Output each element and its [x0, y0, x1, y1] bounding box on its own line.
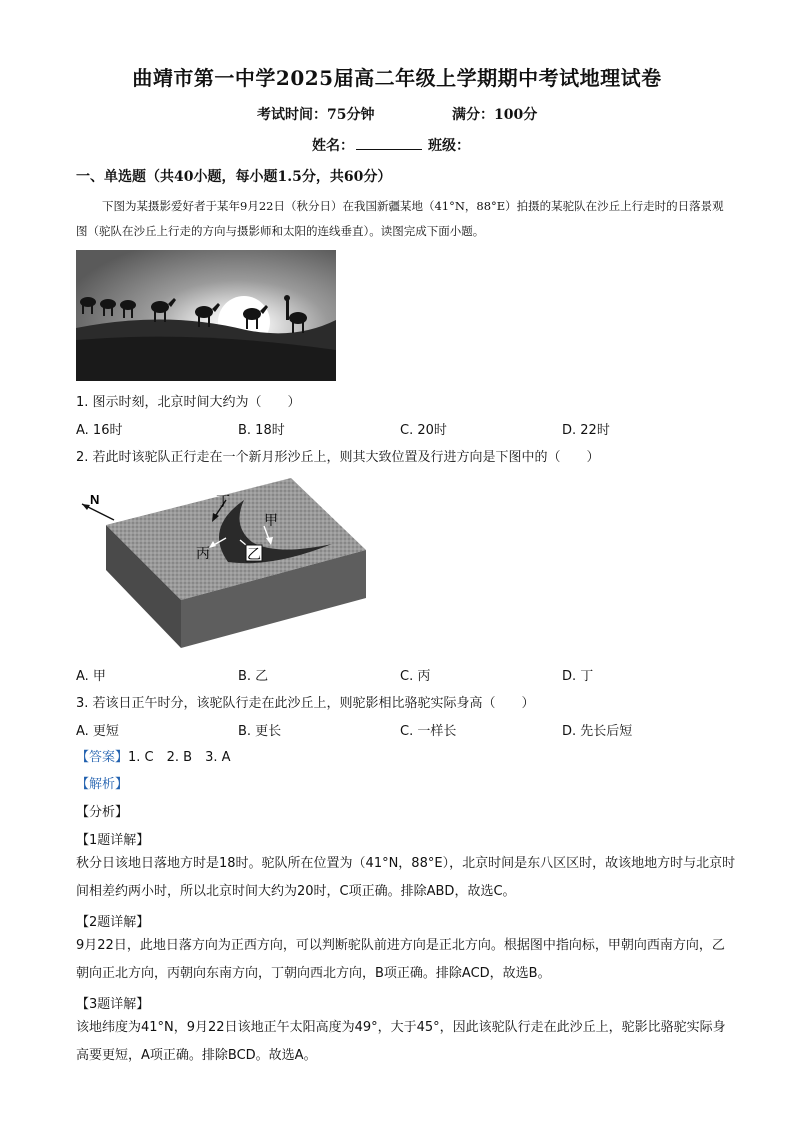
exam-title: 曲靖市第一中学2025届高二年级上学期期中考试地理试卷 [132, 66, 662, 90]
question-3-option-b[interactable]: B. 更长 [238, 724, 282, 739]
label-yi: 乙 [247, 547, 261, 563]
question-2-option-c[interactable]: C. 丙 [400, 669, 431, 684]
detail-1-text: 秋分日该地日落地方时是18时。驼队所在位置为（41°N，88°E），北京时间是东八区区时，故该地地方时与北京时间相差约两小时，所以北京时间大约为20时，C项正确。排除ABD，故选C。 [76, 856, 736, 899]
question-3-option-a[interactable]: A. 更短 [76, 724, 119, 739]
detail-2-text: 9月22日，此地日落方向为正西方向，可以判断驼队前进方向是正北方向。根据图中指向标，甲朝向西南方向，乙朝向正北方向，丙朝向东南方向，丁朝向西北方向，B项正确。排除ACD，故选B。 [76, 938, 725, 981]
question-1-option-d[interactable]: D. 22时 [562, 423, 610, 438]
crescent-dune-diagram [76, 470, 376, 650]
answer-line [76, 746, 231, 765]
answer-text: 1. C 2. B 3. A [128, 750, 231, 765]
question-1-option-a[interactable]: A. 16时 [76, 423, 123, 438]
label-bing: 丙 [196, 546, 210, 562]
detail-3-label: 【3题详解】 [76, 997, 150, 1012]
question-2-option-a[interactable]: A. 甲 [76, 669, 106, 684]
label-ding: 丁 [216, 494, 230, 510]
analysis-label: 【解析】 [76, 777, 129, 792]
class-label: 班级： [428, 138, 470, 154]
question-2-option-d[interactable]: D. 丁 [562, 669, 594, 684]
detail-1-label: 【1题详解】 [76, 833, 150, 848]
full-score: 满分：100分 [452, 107, 538, 123]
exam-time: 考试时间：75分钟 [257, 107, 375, 123]
question-3-option-c[interactable]: C. 一样长 [400, 724, 457, 739]
detail-3-text: 该地纬度为41°N，9月22日该地正午太阳高度为49°，大于45°，因此该驼队行走在此沙丘上，驼影比骆驼实际身高要更短，A项正确。排除BCD。故选A。 [76, 1020, 726, 1063]
question-2-stem: 2. 若此时该驼队正行走在一个新月形沙丘上，则其大致位置及行进方向是下图中的（ ） [76, 450, 600, 465]
question-1-option-c[interactable]: C. 20时 [400, 423, 447, 438]
question-intro: 下图为某摄影爱好者于某年9月22日（秋分日）在我国新疆某地（41°N，88°E）拍摄的某驼队在沙丘上行走时的日落景观图（驼队在沙丘上行走的方向与摄影师和太阳的连线垂直）。读图完成下面小题。 [76, 199, 724, 238]
question-3-stem: 3. 若该日正午时分，该驼队行走在此沙丘上，则驼影相比骆驼实际身高（ ） [76, 696, 535, 711]
name-label: 姓名： [312, 138, 354, 154]
name-blank [356, 137, 422, 150]
camel-sunset-photo [76, 250, 336, 381]
section-heading: 一、单选题（共40小题，每小题1.5分，共60分） [76, 169, 392, 185]
label-jia: 甲 [264, 513, 278, 529]
answer-label: 【答案】 [76, 750, 129, 765]
detail-2-label: 【2题详解】 [76, 915, 150, 930]
question-1-stem: 1. 图示时刻，北京时间大约为（ ） [76, 395, 301, 410]
fenxi-label: 【分析】 [76, 805, 129, 820]
question-3-option-d[interactable]: D. 先长后短 [562, 724, 633, 739]
student-info [312, 135, 470, 155]
question-1-option-b[interactable]: B. 18时 [238, 423, 285, 438]
north-label: N [90, 492, 100, 507]
question-2-option-b[interactable]: B. 乙 [238, 669, 269, 684]
